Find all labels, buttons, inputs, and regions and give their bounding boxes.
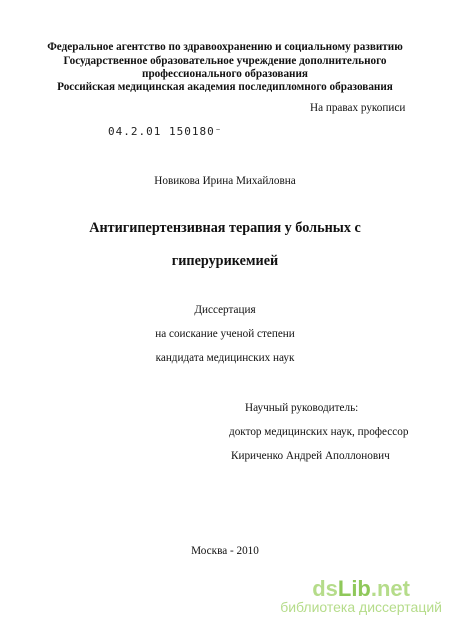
header-line-ministry: Федеральное агентство по здравоохранению и социальному развитию: [47, 41, 403, 53]
rights-note: На правах рукописи: [310, 102, 406, 114]
dissertation-title-line2: гиперурикемией: [171, 253, 279, 269]
supervisor-label: Научный руководитель:: [245, 402, 359, 414]
degree-line-field: кандидата медицинских наук: [155, 352, 295, 364]
stamp-code: 04.2.01 150180⁻: [108, 125, 223, 138]
author-name: Новикова Ирина Михайловна: [154, 175, 296, 187]
header-line-academy: Российская медицинская академия последипломного образования: [57, 81, 393, 93]
watermark-logo: dsLib.net: [312, 575, 410, 601]
header-line-education: профессионального образования: [142, 68, 308, 80]
place-and-year: Москва - 2010: [191, 545, 259, 557]
dissertation-title-line1: Антигипертензивная терапия у больных с: [89, 220, 361, 236]
degree-line-dissertation: Диссертация: [194, 304, 256, 316]
supervisor-position: доктор медицинских наук, профессор: [229, 426, 409, 438]
dslib-watermark: [280, 575, 442, 615]
degree-line-candidate: на соискание ученой степени: [155, 328, 295, 340]
header-line-institution: Государственное образовательное учреждение дополнительного: [63, 55, 387, 67]
watermark-subtitle: библиотека диссертаций: [280, 598, 442, 615]
supervisor-name: Кириченко Андрей Аполлонович: [231, 450, 390, 462]
